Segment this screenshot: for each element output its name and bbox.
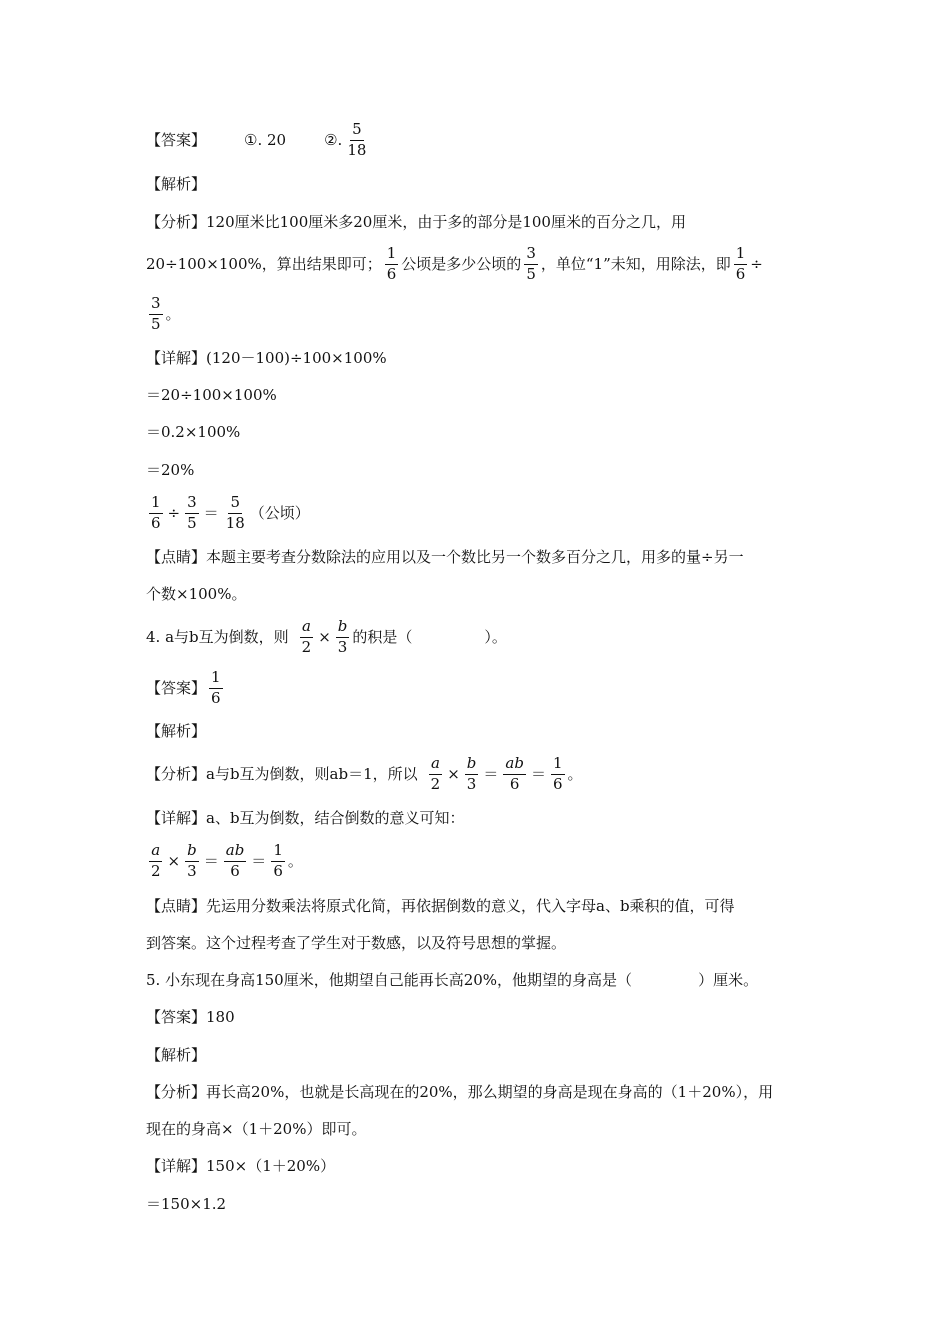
text: 。	[287, 851, 303, 870]
q4-xiangjie-equation	[146, 837, 815, 885]
answer-option-1: ①. 20	[244, 130, 287, 149]
fraction: $\frac{3}{5}$	[187, 492, 197, 532]
operator: ＝	[203, 851, 219, 870]
q3-xiangjie-line-4	[146, 446, 815, 494]
fraction: $\frac{b}{3}$	[337, 616, 348, 656]
fraction: $\frac{ab}{6}$	[505, 753, 524, 793]
fraction: $\frac{1}{6}$	[211, 667, 221, 707]
text: 【分析】再长高20%，也就是长高现在的20%，那么期望的身高是现在身高的（1＋20%），用	[146, 1082, 774, 1101]
operator: ＝	[530, 764, 546, 783]
fraction: $\frac{3}{5}$	[151, 293, 161, 333]
q5-xiangjie-line-2	[146, 1180, 815, 1228]
operator: ×	[318, 627, 331, 646]
question-4	[146, 613, 815, 661]
text: 【分析】120厘米比100厘米多20厘米，由于多的部分是100厘米的百分之几，用	[146, 212, 686, 231]
question-text: ）。	[484, 627, 507, 646]
operator: ＝	[483, 764, 499, 783]
text: 。	[567, 764, 583, 783]
fraction: $\frac{b}{3}$	[187, 840, 197, 880]
fraction: $\frac{1}{6}$	[273, 840, 283, 880]
q4-jiexi-line	[146, 707, 815, 755]
question-text: ）厘米。	[698, 970, 759, 989]
answer-option-2: ②.	[324, 130, 343, 149]
text: 个数×100%。	[146, 584, 247, 603]
fraction: $\frac{a}{2}$	[301, 616, 312, 656]
operator: ＝	[203, 503, 219, 522]
text: 【点睛】先运用分数乘法将原式化简，再依据倒数的意义，代入字母a、b乘积的值，可得	[146, 896, 735, 915]
text: 到答案。这个过程考查了学生对于数感，以及符号思想的掌握。	[146, 933, 567, 952]
operator: ×	[447, 764, 460, 783]
text: 【点睛】本题主要考查分数除法的应用以及一个数比另一个数多百分之几，用多的量÷另一	[146, 547, 744, 566]
question-text: 的积是（	[352, 627, 413, 646]
q4-fenxi-line	[146, 750, 815, 798]
text: 【详解】150×（1＋20%）	[146, 1156, 336, 1175]
section-label: 【解析】	[146, 1045, 207, 1064]
fraction: $\frac{5}{18}$	[347, 119, 367, 159]
fraction: $\frac{1}{6}$	[552, 753, 563, 793]
q3-dianjing-line-2	[146, 570, 815, 618]
q3-fenxi-line-2	[146, 240, 815, 288]
text: 。	[165, 304, 181, 323]
operator: ×	[167, 851, 181, 870]
fraction: $\frac{a}{2}$	[430, 753, 441, 793]
text: 【分析】a与b互为倒数，则ab＝1，所以	[146, 764, 418, 783]
fraction: $\frac{5}{18}$	[225, 492, 245, 532]
text: 【详解】(120－100)÷100×100%	[146, 348, 387, 367]
operator: ÷	[167, 503, 181, 522]
section-label: 【解析】	[146, 174, 207, 193]
q3-fenxi-line-1	[146, 198, 815, 246]
text: 【详解】a、b互为倒数，结合倒数的意义可知：	[146, 808, 465, 827]
text: 20÷100×100%，算出结果即可；	[146, 254, 382, 273]
answer-tag: 【答案】	[146, 678, 207, 697]
fraction: $\frac{3}{5}$	[526, 243, 536, 283]
unit: （公顷）	[249, 503, 310, 522]
text: ＝20%	[146, 460, 195, 479]
fraction: $\frac{ab}{6}$	[225, 840, 245, 880]
q3-xiangjie-equation	[146, 489, 815, 537]
answer-tag: 【答案】180	[146, 1007, 235, 1026]
text: ＝20÷100×100%	[146, 385, 277, 404]
q3-fenxi-line-3	[146, 290, 815, 338]
q3-answer-line	[146, 116, 815, 164]
operator: ÷	[750, 254, 763, 273]
text: ，单位“1”未知，用除法，即	[540, 254, 731, 273]
text: ＝150×1.2	[146, 1194, 227, 1213]
fraction: $\frac{b}{3}$	[466, 753, 477, 793]
fraction: $\frac{1}{6}$	[151, 492, 161, 532]
q4-xiangjie-line-1	[146, 794, 815, 842]
section-label: 【解析】	[146, 721, 207, 740]
text: 现在的身高×（1＋20%）即可。	[146, 1119, 367, 1138]
question-text: 4. a与b互为倒数，则	[146, 627, 289, 646]
answer-tag: 【答案】	[146, 130, 207, 149]
text: ＝0.2×100%	[146, 422, 241, 441]
fraction: $\frac{1}{6}$	[386, 243, 397, 283]
fraction: $\frac{a}{2}$	[151, 840, 161, 880]
fraction: $\frac{1}{6}$	[735, 243, 746, 283]
text: 公顷是多少公顷的	[401, 254, 522, 273]
operator: ＝	[251, 851, 267, 870]
q4-answer-line	[146, 664, 815, 712]
question-text: 5. 小东现在身高150厘米，他期望自己能再长高20%，他期望的身高是（	[146, 970, 633, 989]
